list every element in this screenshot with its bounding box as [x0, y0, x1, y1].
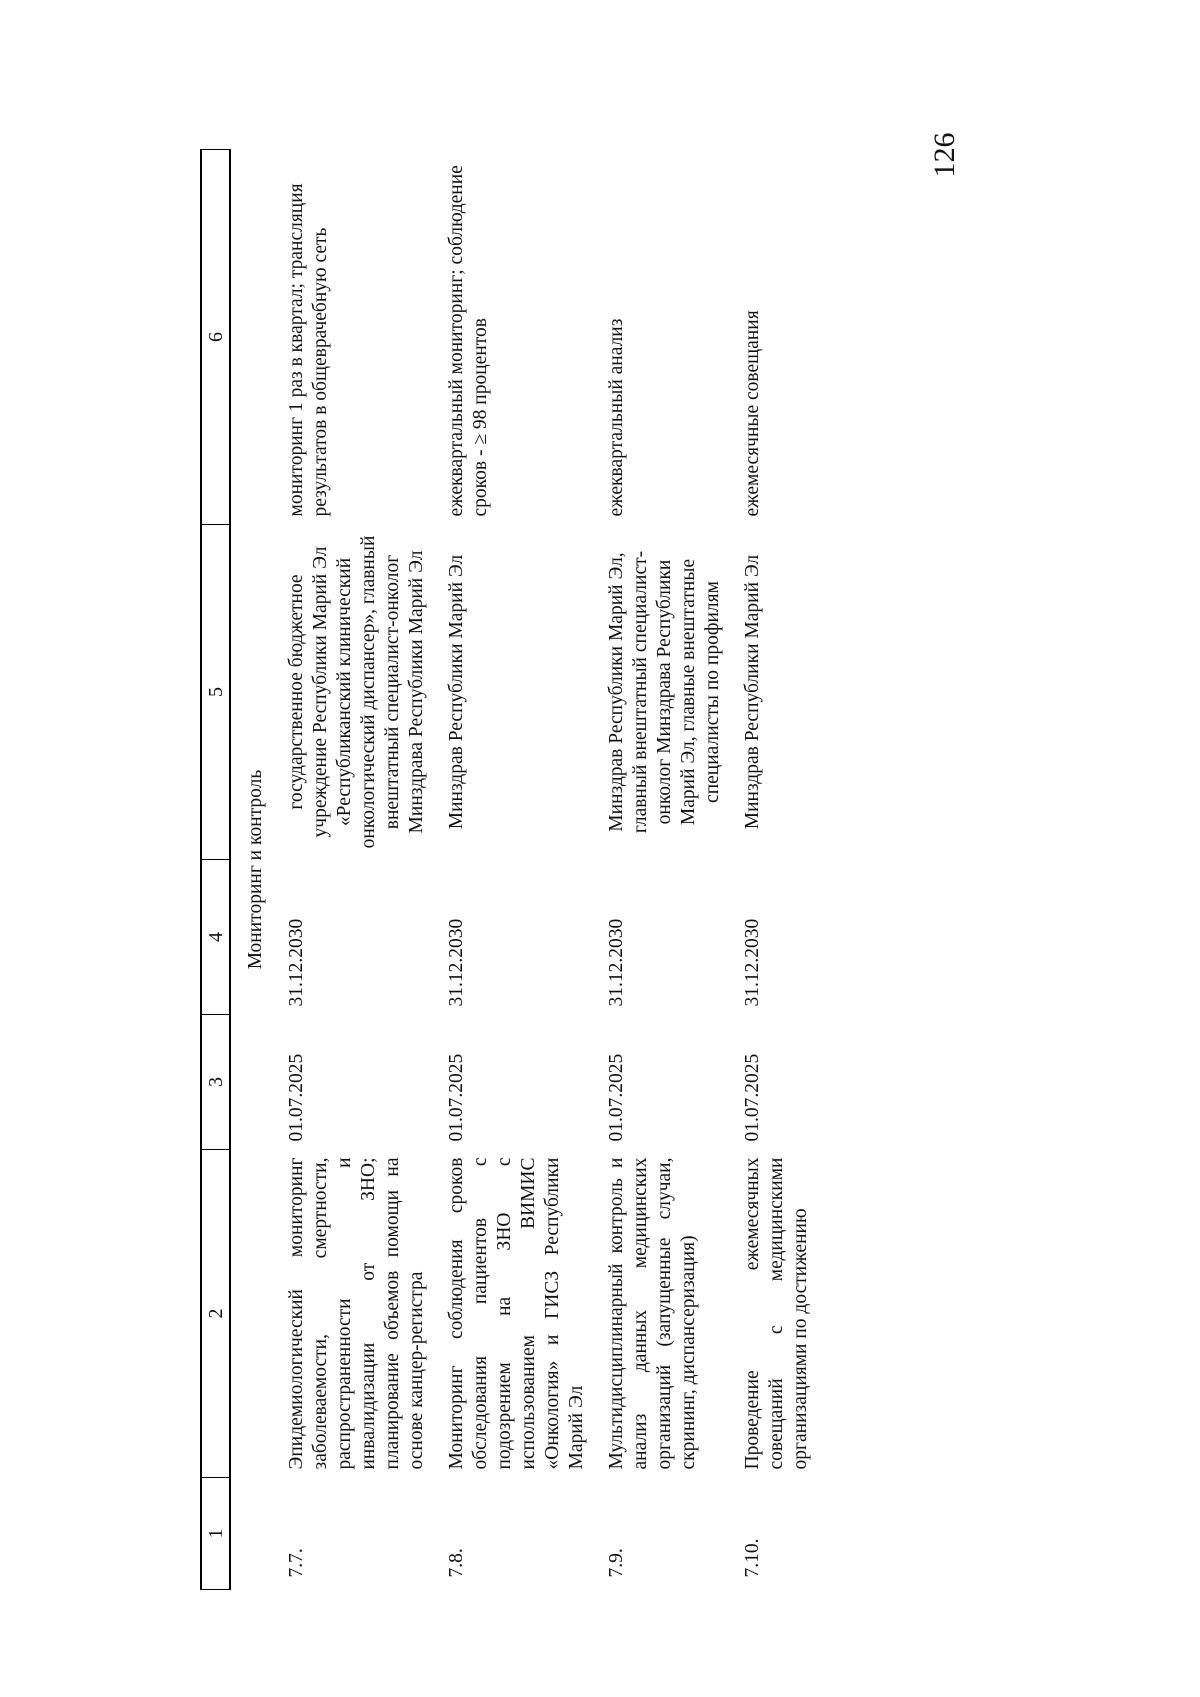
table-row [281, 150, 441, 1590]
row-result: мониторинг 1 раз в квартал; трансляция результатов в общеврачебную сеть [286, 183, 331, 517]
row-responsible: Минздрав Республики Марий Эл, главный внештатный специалист-онколог Минздрава Республики Марий Эл, главные внештатные специалисты по профилям [606, 550, 723, 834]
table-row [601, 150, 737, 1590]
row-description: Мониторинг соблюдения сроков обследования пациентов с подозрением на ЗНО с использованием ВИМИС «Онкология» и ГИСЗ Республики Марий Эл [446, 1157, 587, 1470]
rotated-table-container [200, 150, 960, 1590]
row-responsible: Минздрав Республики Марий Эл [742, 554, 763, 830]
row-end-date: 31.12.2030 [286, 918, 307, 1007]
row-end-date: 31.12.2030 [446, 918, 467, 1007]
row-start-date: 01.07.2025 [446, 1053, 467, 1142]
column-header: 4 [201, 860, 230, 1015]
row-number: 7.8. [446, 1548, 467, 1578]
row-description: Эпидемиологический мониторинг заболеваемости, смертности, распространенности и инвалидизации от ЗНО; планирование объемов помощи на основе канцер-регистра [286, 1157, 427, 1470]
row-description: Проведение ежемесячных совещаний с медицинскими организациями по достижению [742, 1157, 811, 1470]
row-responsible: Минздрав Республики Марий Эл [446, 554, 467, 830]
row-description: Мультидисциплинарный контроль и анализ данных медицинских организаций (запущенные случаи, скрининг, диспансеризация) [606, 1157, 699, 1470]
column-header: 1 [201, 1478, 230, 1590]
plan-table [200, 149, 825, 1590]
row-result: ежеквартальный мониторинг; соблюдение сроков - ≥ 98 процентов [446, 165, 491, 517]
table-row [441, 150, 601, 1590]
header-row [201, 150, 230, 1590]
row-number: 7.10. [742, 1538, 763, 1578]
row-result: ежеквартальный анализ [606, 318, 627, 517]
row-number: 7.7. [286, 1548, 307, 1578]
row-start-date: 01.07.2025 [742, 1053, 763, 1142]
row-result: ежемесячные совещания [742, 310, 763, 517]
row-start-date: 01.07.2025 [286, 1053, 307, 1142]
column-header: 5 [201, 525, 230, 860]
row-end-date: 31.12.2030 [742, 918, 763, 1007]
row-number: 7.9. [606, 1548, 627, 1578]
table-row [737, 150, 825, 1590]
row-responsible: государственное бюджетное учреждение Республики Марий Эл «Республиканский клинический онкологический диспансер», главный внештатный специалист-онколог Минздрава Республики Марий Эл [286, 535, 427, 849]
column-header: 2 [201, 1150, 230, 1478]
row-end-date: 31.12.2030 [606, 918, 627, 1007]
column-header: 3 [201, 1015, 230, 1150]
column-header: 6 [201, 150, 230, 525]
page-number: 126 [928, 132, 961, 178]
section-row [230, 150, 281, 1590]
section-title: Мониторинг и контроль [245, 769, 266, 970]
row-start-date: 01.07.2025 [606, 1053, 627, 1142]
